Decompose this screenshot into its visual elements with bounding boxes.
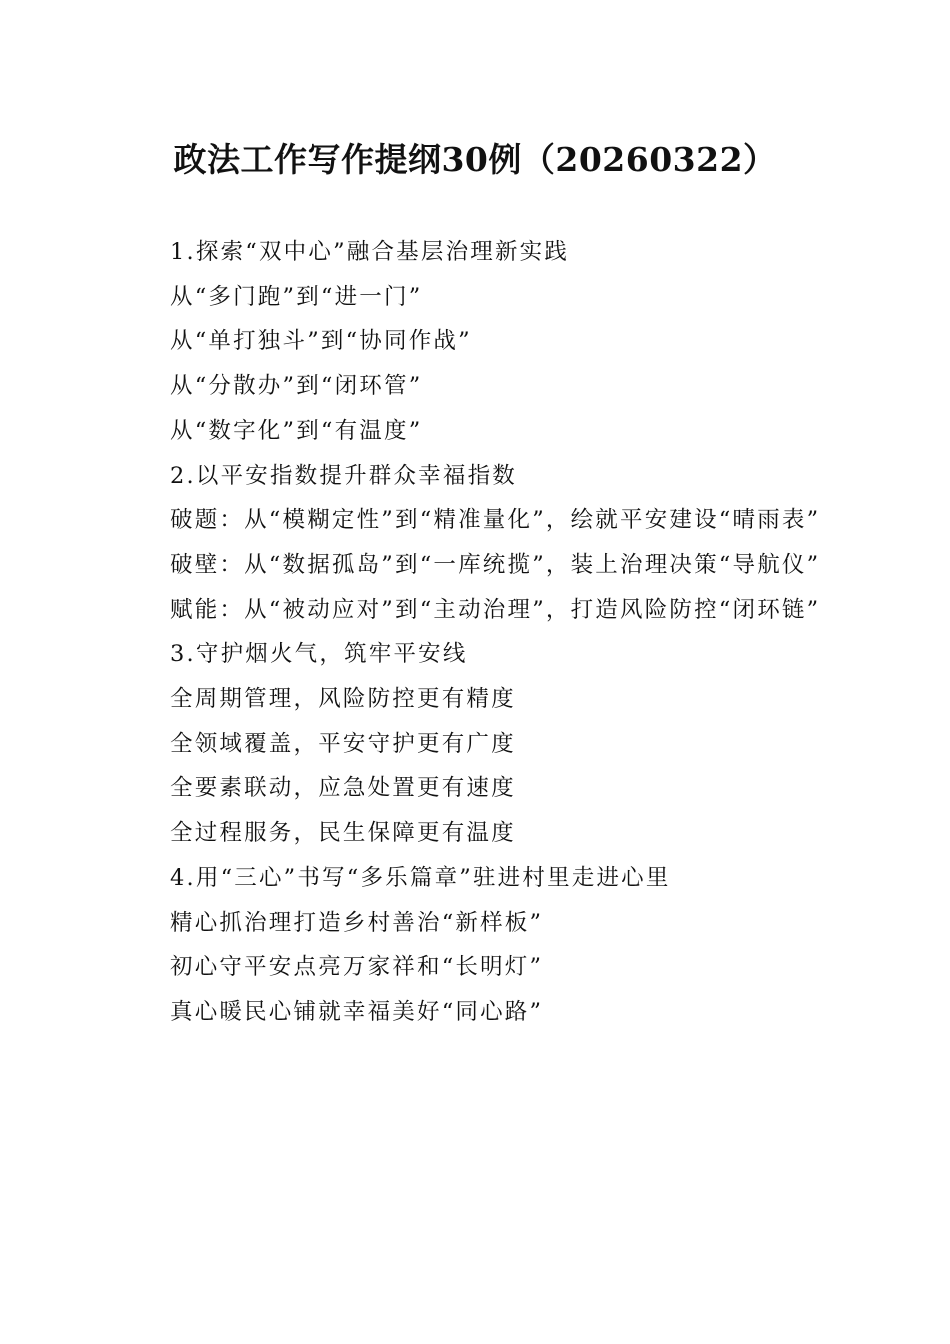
outline-line: 全过程服务，民生保障更有温度: [170, 820, 516, 847]
outline-line: 全领域覆盖，平安守护更有广度: [170, 730, 516, 757]
outline-line: 全周期管理，风险防控更有精度: [170, 686, 516, 713]
document-title: 政法工作写作提纲30例（20260322）: [173, 140, 777, 179]
outline-paragraph: 破题：从“模糊定性”到“精准量化”，绘就平安建设“晴雨表”: [170, 507, 821, 534]
outline-line: 从“数字化”到“有温度”: [170, 417, 423, 444]
section-heading: 4.用“三心”书写“多乐篇章”驻进村里走进心里: [170, 864, 671, 891]
outline-line: 从“多门跑”到“进一门”: [170, 283, 423, 310]
outline-line: 全要素联动，应急处置更有速度: [170, 775, 516, 802]
section-heading: 2.以平安指数提升群众幸福指数: [170, 462, 517, 489]
outline-line: 从“分散办”到“闭环管”: [170, 373, 423, 400]
outline-line: 初心守平安点亮万家祥和“长明灯”: [170, 954, 544, 981]
outline-paragraph: 破壁：从“数据孤岛”到“一库统揽”，装上治理决策“导航仪”: [170, 551, 821, 578]
document-body: [122, 230, 822, 1035]
outline-line: 精心抓治理打造乡村善治“新样板”: [170, 909, 544, 936]
outline-line: 真心暖民心铺就幸福美好“同心路”: [170, 998, 544, 1025]
section-heading: 1.探索“双中心”融合基层治理新实践: [170, 239, 570, 265]
outline-line: 从“单打独斗”到“协同作战”: [170, 328, 472, 355]
section-heading: 3.守护烟火气，筑牢平安线: [170, 641, 468, 668]
outline-paragraph: 赋能：从“被动应对”到“主动治理”，打造风险防控“闭环链”: [170, 596, 821, 623]
